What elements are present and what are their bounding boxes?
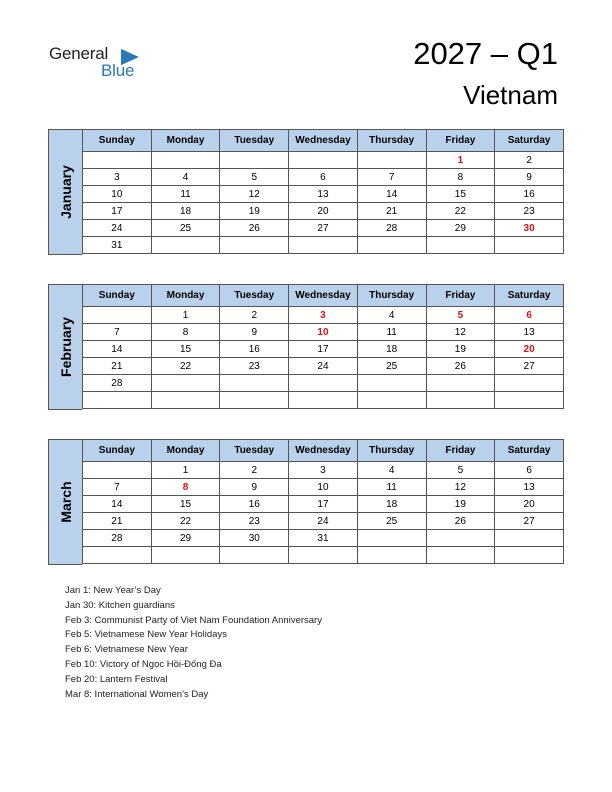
day-cell: 19: [220, 203, 289, 220]
holiday-note: Feb 3: Communist Party of Viet Nam Foundation Anniversary: [65, 614, 322, 626]
day-cell: 24: [83, 220, 152, 237]
day-cell: 25: [357, 358, 426, 375]
day-cell: [220, 547, 289, 564]
day-cell: [289, 152, 358, 169]
week-row: [83, 462, 564, 479]
week-row: [83, 307, 564, 324]
day-cell: 17: [83, 203, 152, 220]
month-calendar-march: [48, 439, 564, 565]
holiday-notes: [65, 584, 485, 702]
day-cell: 16: [220, 496, 289, 513]
day-cell: 5: [426, 307, 495, 324]
weekday-header: Thursday: [357, 440, 426, 462]
day-cell: 14: [83, 341, 152, 358]
day-cell: 9: [495, 169, 564, 186]
day-cell: [357, 392, 426, 409]
day-cell: 4: [357, 462, 426, 479]
day-cell: 26: [220, 220, 289, 237]
week-row: [83, 479, 564, 496]
week-row: [83, 220, 564, 237]
day-cell: 23: [220, 358, 289, 375]
day-cell: 4: [151, 169, 220, 186]
day-cell: 11: [357, 479, 426, 496]
day-cell: [83, 307, 152, 324]
day-cell: 14: [83, 496, 152, 513]
month-calendar-february: [48, 284, 564, 410]
day-cell: 21: [357, 203, 426, 220]
day-cell: 23: [220, 513, 289, 530]
day-cell: 15: [151, 496, 220, 513]
day-cell: 23: [495, 203, 564, 220]
day-cell: 13: [289, 186, 358, 203]
day-cell: 24: [289, 513, 358, 530]
day-cell: [220, 237, 289, 254]
day-cell: 25: [357, 513, 426, 530]
weekday-header-row: [83, 130, 564, 152]
day-cell: 9: [220, 324, 289, 341]
day-cell: [495, 392, 564, 409]
day-cell: 18: [357, 341, 426, 358]
month-grid: [82, 129, 564, 254]
weekday-header-row: [83, 285, 564, 307]
day-cell: [289, 547, 358, 564]
day-cell: 21: [83, 513, 152, 530]
day-cell: 13: [495, 324, 564, 341]
day-cell: 7: [357, 169, 426, 186]
week-row: [83, 513, 564, 530]
week-row: [83, 375, 564, 392]
month-side-label: [48, 284, 82, 410]
logo-general-text: General: [49, 44, 109, 63]
day-cell: 16: [495, 186, 564, 203]
day-cell: [83, 547, 152, 564]
brand-logo: [49, 44, 149, 84]
day-cell: [220, 392, 289, 409]
weekday-header: Saturday: [495, 130, 564, 152]
day-cell: [289, 375, 358, 392]
day-cell: 8: [426, 169, 495, 186]
day-cell: 7: [83, 324, 152, 341]
day-cell: 17: [289, 496, 358, 513]
day-cell: 27: [495, 513, 564, 530]
day-cell: [83, 462, 152, 479]
weekday-header: Wednesday: [289, 285, 358, 307]
day-cell: 8: [151, 324, 220, 341]
day-cell: [289, 392, 358, 409]
day-cell: 10: [289, 479, 358, 496]
day-cell: 28: [83, 530, 152, 547]
week-row: [83, 530, 564, 547]
day-cell: [357, 152, 426, 169]
month-name: January: [57, 165, 74, 219]
day-cell: [357, 375, 426, 392]
weekday-header: Saturday: [495, 285, 564, 307]
week-row: [83, 392, 564, 409]
day-cell: [357, 530, 426, 547]
day-cell: 1: [426, 152, 495, 169]
day-cell: [151, 375, 220, 392]
day-cell: 3: [83, 169, 152, 186]
day-cell: 5: [426, 462, 495, 479]
day-cell: [220, 152, 289, 169]
day-cell: 6: [289, 169, 358, 186]
day-cell: 27: [495, 358, 564, 375]
week-row: [83, 341, 564, 358]
day-cell: [426, 237, 495, 254]
week-row: [83, 324, 564, 341]
day-cell: 14: [357, 186, 426, 203]
day-cell: 3: [289, 462, 358, 479]
month-name: February: [57, 317, 74, 377]
day-cell: 16: [220, 341, 289, 358]
day-cell: 26: [426, 513, 495, 530]
day-cell: [426, 530, 495, 547]
day-cell: 19: [426, 341, 495, 358]
day-cell: 10: [289, 324, 358, 341]
day-cell: 28: [83, 375, 152, 392]
holiday-note: Jan 30: Kitchen guardians: [65, 599, 175, 611]
day-cell: [83, 392, 152, 409]
week-row: [83, 203, 564, 220]
day-cell: 31: [83, 237, 152, 254]
weekday-header: Tuesday: [220, 130, 289, 152]
day-cell: 21: [83, 358, 152, 375]
month-grid: [82, 284, 564, 409]
weekday-header: Tuesday: [220, 440, 289, 462]
weekday-header: Thursday: [357, 285, 426, 307]
day-cell: 20: [495, 496, 564, 513]
weekday-header: Sunday: [83, 285, 152, 307]
weekday-header-row: [83, 440, 564, 462]
day-cell: [83, 152, 152, 169]
day-cell: 12: [220, 186, 289, 203]
weekday-header: Friday: [426, 285, 495, 307]
day-cell: 11: [357, 324, 426, 341]
day-cell: [289, 237, 358, 254]
day-cell: 8: [151, 479, 220, 496]
day-cell: [426, 547, 495, 564]
weekday-header: Wednesday: [289, 440, 358, 462]
page-title: 2027 – Q1: [413, 36, 558, 71]
day-cell: 15: [426, 186, 495, 203]
day-cell: 2: [495, 152, 564, 169]
day-cell: 27: [289, 220, 358, 237]
day-cell: [426, 375, 495, 392]
day-cell: 22: [151, 358, 220, 375]
holiday-note: Mar 8: International Women’s Day: [65, 688, 209, 700]
day-cell: 11: [151, 186, 220, 203]
weekday-header: Tuesday: [220, 285, 289, 307]
holiday-note: Feb 6: Vietnamese New Year: [65, 644, 188, 656]
week-row: [83, 496, 564, 513]
holiday-note: Feb 10: Victory of Ngọc Hồi-Đống Đa: [65, 658, 222, 670]
holiday-note: Feb 5: Vietnamese New Year Holidays: [65, 629, 227, 641]
week-row: [83, 547, 564, 564]
day-cell: [495, 237, 564, 254]
week-row: [83, 186, 564, 203]
week-row: [83, 152, 564, 169]
day-cell: 28: [357, 220, 426, 237]
day-cell: 17: [289, 341, 358, 358]
day-cell: 29: [151, 530, 220, 547]
day-cell: 12: [426, 479, 495, 496]
day-cell: [151, 152, 220, 169]
weekday-header: Saturday: [495, 440, 564, 462]
day-cell: 20: [495, 341, 564, 358]
day-cell: 4: [357, 307, 426, 324]
day-cell: 5: [220, 169, 289, 186]
week-row: [83, 237, 564, 254]
day-cell: [220, 375, 289, 392]
day-cell: 10: [83, 186, 152, 203]
day-cell: 2: [220, 307, 289, 324]
week-row: [83, 169, 564, 186]
day-cell: [357, 237, 426, 254]
day-cell: [151, 392, 220, 409]
day-cell: 26: [426, 358, 495, 375]
holiday-note: Jan 1: New Year’s Day: [65, 585, 161, 596]
weekday-header: Friday: [426, 440, 495, 462]
day-cell: 20: [289, 203, 358, 220]
day-cell: [151, 237, 220, 254]
day-cell: 18: [357, 496, 426, 513]
weekday-header: Monday: [151, 130, 220, 152]
weekday-header: Monday: [151, 285, 220, 307]
day-cell: 19: [426, 496, 495, 513]
day-cell: 1: [151, 462, 220, 479]
day-cell: [495, 530, 564, 547]
day-cell: 30: [495, 220, 564, 237]
day-cell: 3: [289, 307, 358, 324]
weekday-header: Wednesday: [289, 130, 358, 152]
day-cell: 22: [426, 203, 495, 220]
month-side-label: [48, 129, 82, 255]
weekday-header: Monday: [151, 440, 220, 462]
month-name: March: [57, 481, 74, 523]
day-cell: 25: [151, 220, 220, 237]
day-cell: 22: [151, 513, 220, 530]
logo-blue-text: Blue: [101, 61, 135, 80]
day-cell: 24: [289, 358, 358, 375]
month-calendar-january: [48, 129, 564, 255]
day-cell: [426, 392, 495, 409]
weekday-header: Sunday: [83, 130, 152, 152]
day-cell: 30: [220, 530, 289, 547]
day-cell: 31: [289, 530, 358, 547]
holiday-note: Feb 20: Lantern Festival: [65, 673, 168, 685]
day-cell: 6: [495, 307, 564, 324]
month-side-label: [48, 439, 82, 565]
country-name: Vietnam: [463, 80, 558, 110]
month-grid: [82, 439, 564, 564]
day-cell: 7: [83, 479, 152, 496]
day-cell: 2: [220, 462, 289, 479]
day-cell: [495, 547, 564, 564]
day-cell: 13: [495, 479, 564, 496]
day-cell: [495, 375, 564, 392]
day-cell: 9: [220, 479, 289, 496]
day-cell: [357, 547, 426, 564]
day-cell: 15: [151, 341, 220, 358]
day-cell: [151, 547, 220, 564]
week-row: [83, 358, 564, 375]
day-cell: 6: [495, 462, 564, 479]
day-cell: 1: [151, 307, 220, 324]
weekday-header: Thursday: [357, 130, 426, 152]
day-cell: 12: [426, 324, 495, 341]
day-cell: 18: [151, 203, 220, 220]
day-cell: 29: [426, 220, 495, 237]
weekday-header: Friday: [426, 130, 495, 152]
weekday-header: Sunday: [83, 440, 152, 462]
